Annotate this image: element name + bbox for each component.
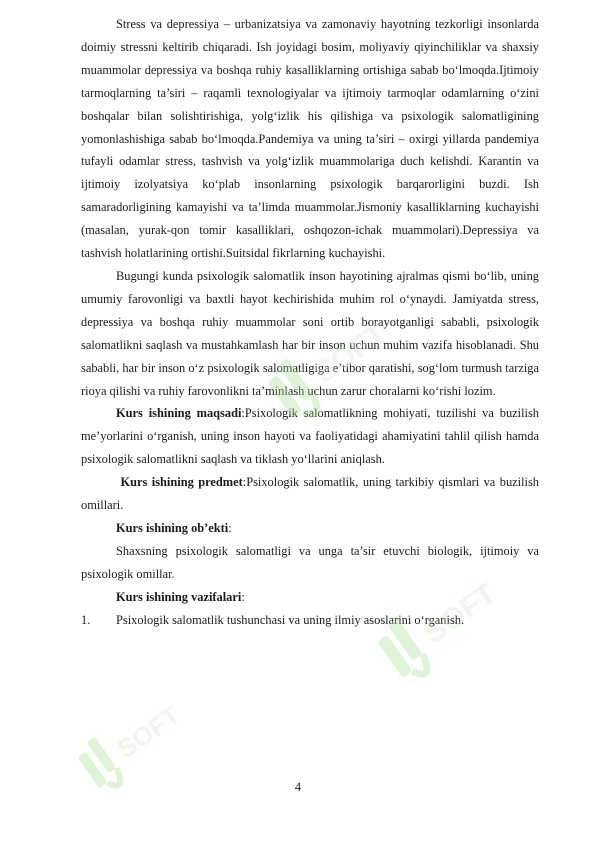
- page-number: 4: [294, 780, 302, 794]
- task-number: 1.: [81, 612, 91, 627]
- svg-text:SOFT: SOFT: [308, 317, 393, 391]
- tasks-label: Kurs ishining vazifalari: [116, 589, 242, 604]
- task-item-1: [81, 609, 539, 632]
- tasks-colon: :: [241, 589, 245, 604]
- paragraph-tasks-heading: [81, 586, 539, 609]
- paragraph-object-heading: [81, 517, 539, 540]
- goal-label: Kurs ishining maqsadi: [116, 406, 242, 421]
- subject-text: :Psixologik salomatlik, uning tarkibiy qismlari va buzilish omillari.: [81, 475, 539, 513]
- paragraph-goal: [81, 402, 539, 471]
- svg-text:SOFT: SOFT: [111, 699, 186, 765]
- object-label: Kurs ishining ob’ekti: [116, 520, 229, 535]
- task-text: Psixologik salomatlik tushunchasi va uning ilmiy asoslarini o‘rganish.: [116, 612, 465, 627]
- paragraph-subject: [81, 471, 539, 517]
- paragraph-object-body: Shaxsning psixologik salomatligi va unga ta’sir etuvchi biologik, ijtimoiy va psixologik omillar.: [81, 543, 539, 581]
- paragraph-stress: Stress va depressiya – urbanizatsiya va zamonaviy hayotning tezkorligi insonlarda doimiy stressni keltirib chiqaradi. Ish joyidagi bosim, moliyaviy qiyinchiliklar va shaxsiy muammolar depressiya va boshqa ruhiy kasalliklarning ortishiga sabab bo‘lmoqda.Ijtimoiy tarmoqlarning ta’siri – raqamli texnologiyalar va ijtimoiy tarmoqlar odamlarning o‘zini boshqalar bilan solishtirishiga, yolg‘izlik his qilishiga va psixologik salomatligining yomonlashishiga sabab bo‘lmoqda.Pandemiya va uning ta’siri – oxirgi yillarda pandemiya tufayli odamlar stress, tashvish va yolg‘izlik muammolariga duch kelishdi. Karantin va ijtimoiy izolyatsiya ko‘plab insonlarning psixologik barqarorligini buzdi. Ish samaradorligining kamayishi va ta’limda muammolar.Jismoniy kasalliklarning kuchayishi (masalan, yurak-qon tomir kasalliklari, oshqozon-ichak muammolari).Depressiya va tashvish holatlarining ortishi.Suitsidal fikrlarning kuchayishi.: [81, 17, 539, 261]
- object-colon: :: [228, 520, 232, 535]
- document-body: [81, 13, 539, 631]
- paragraph-today: Bugungi kunda psixologik salomatlik inson hayotining ajralmas qismi bo‘lib, uning umumiy farovonligi va baxtli hayot kechirishida muhim rol o‘ynaydi. Jamiyatda stress, depressiya va boshqa ruhiy muammolar soni ortib borayotganligi sababli, psixologik salomatlikni saqlash va mustahkamlash har bir inson uchun muhim vazifa hisoblanadi. Shu sababli, har bir inson o‘z psixologik salomatligiga e’tibor qaratishi, sog‘lom turmush tarziga rioya qilishi va ruhiy farovonlikni ta’minlash uchun zarur choralarni ko‘rishi lozim.: [81, 268, 539, 398]
- subject-label: Kurs ishining predmet: [120, 475, 243, 490]
- goal-text: :Psixologik salomatlikning mohiyati, tuzilishi va buzilish me’yorlarini o‘rganish, uning inson hayoti va faoliyatidagi ahamiyatini tahlil qilish hamda psixologik salomatlikni saqlash va tiklash yo‘llarini aniqlash.: [81, 406, 539, 467]
- svg-text:SOFT: SOFT: [418, 577, 503, 651]
